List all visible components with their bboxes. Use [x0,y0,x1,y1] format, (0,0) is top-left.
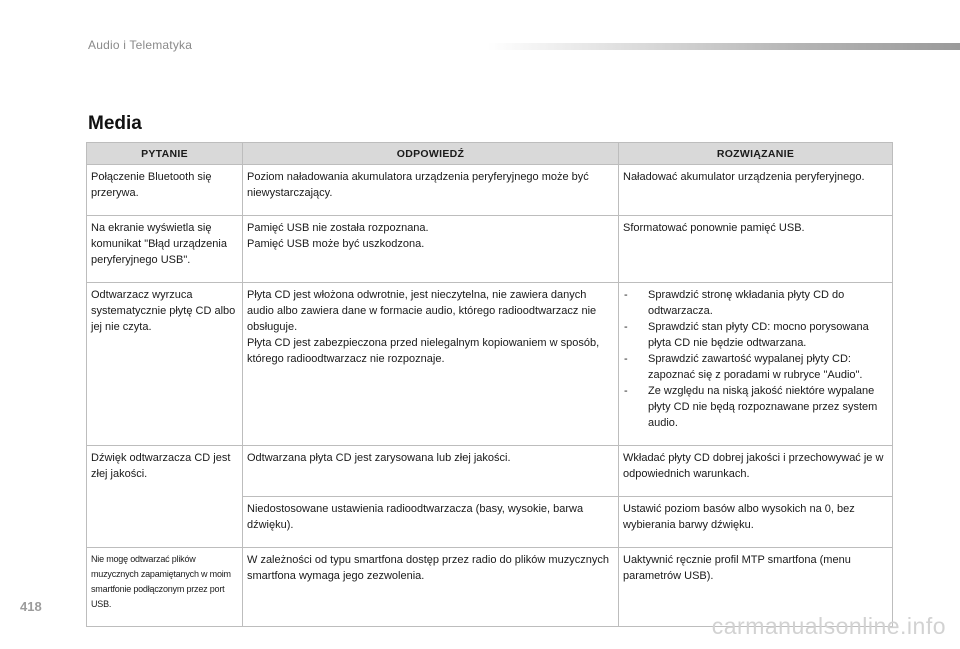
running-header: Audio i Telematyka [88,38,193,52]
question-cell: Dźwięk odtwarzacza CD jest złej jakości. [87,446,243,548]
question-cell: Nie mogę odtwarzać plików muzycznych zapamiętanych w moim smartfonie podłączonym przez port USB. [87,548,243,627]
answer-cell [243,283,619,446]
answer-line: Pamięć USB może być uszkodzona. [247,238,425,250]
solution-cell: Naładować akumulator urządzenia peryferyjnego. [619,165,893,216]
answer-cell [243,216,619,283]
answer-line: Płyta CD jest zabezpieczona przed nielegalnym kopiowaniem w sposób, którego radioodtwarzacz nie rozpoznaje. [247,337,600,365]
table-row [87,165,893,216]
column-header-answer: ODPOWIEDŹ [243,143,619,165]
solution-step: - Ze względu na niską jakość niektóre wypalane płyty CD nie będą rozpoznawane przez system audio. [623,383,888,431]
faq-table [86,142,893,627]
question-cell: Połączenie Bluetooth się przerywa. [87,165,243,216]
answer-line: Płyta CD jest włożona odwrotnie, jest nieczytelna, nie zawiera danych audio albo zawiera dane w formacie audio, którego radioodtwarzacz nie obsługuje. [247,289,597,333]
answer-cell: Odtwarzana płyta CD jest zarysowana lub złej jakości. [243,446,619,497]
solution-steps-list [623,287,888,431]
question-cell: Na ekranie wyświetla się komunikat "Błąd urządzenia peryferyjnego USB". [87,216,243,283]
answer-cell: W zależności od typu smartfona dostęp przez radio do plików muzycznych smartfona wymaga jego zezwolenia. [243,548,619,627]
table-header-row [87,143,893,165]
answer-cell: Poziom naładowania akumulatora urządzenia peryferyjnego może być niewystarczający. [243,165,619,216]
solution-cell [619,283,893,446]
solution-step: - Sprawdzić zawartość wypalanej płyty CD: zapoznać się z poradami w rubryce "Audio". [623,351,888,383]
watermark: carmanualsonline.info [711,613,946,639]
header-gradient-bar [488,43,960,50]
page-number: 418 [20,599,42,614]
column-header-solution: ROZWIĄZANIE [619,143,893,165]
question-cell: Odtwarzacz wyrzuca systematycznie płytę CD albo jej nie czyta. [87,283,243,446]
section-title: Media [88,113,142,134]
solution-cell: Uaktywnić ręcznie profil MTP smartfona (menu parametrów USB). [619,548,893,627]
answer-line: Pamięć USB nie została rozpoznana. [247,222,429,234]
solution-step: - Sprawdzić stan płyty CD: mocno porysowana płyta CD nie będzie odtwarzana. [623,319,888,351]
answer-cell: Niedostosowane ustawienia radioodtwarzacza (basy, wysokie, barwa dźwięku). [243,497,619,548]
solution-cell: Wkładać płyty CD dobrej jakości i przechowywać je w odpowiednich warunkach. [619,446,893,497]
table-row [87,446,893,497]
column-header-question: PYTANIE [87,143,243,165]
table-row [87,216,893,283]
solution-cell: Sformatować ponownie pamięć USB. [619,216,893,283]
table-row [87,283,893,446]
solution-cell: Ustawić poziom basów albo wysokich na 0, bez wybierania barwy dźwięku. [619,497,893,548]
solution-step: - Sprawdzić stronę wkładania płyty CD do odtwarzacza. [623,287,888,319]
